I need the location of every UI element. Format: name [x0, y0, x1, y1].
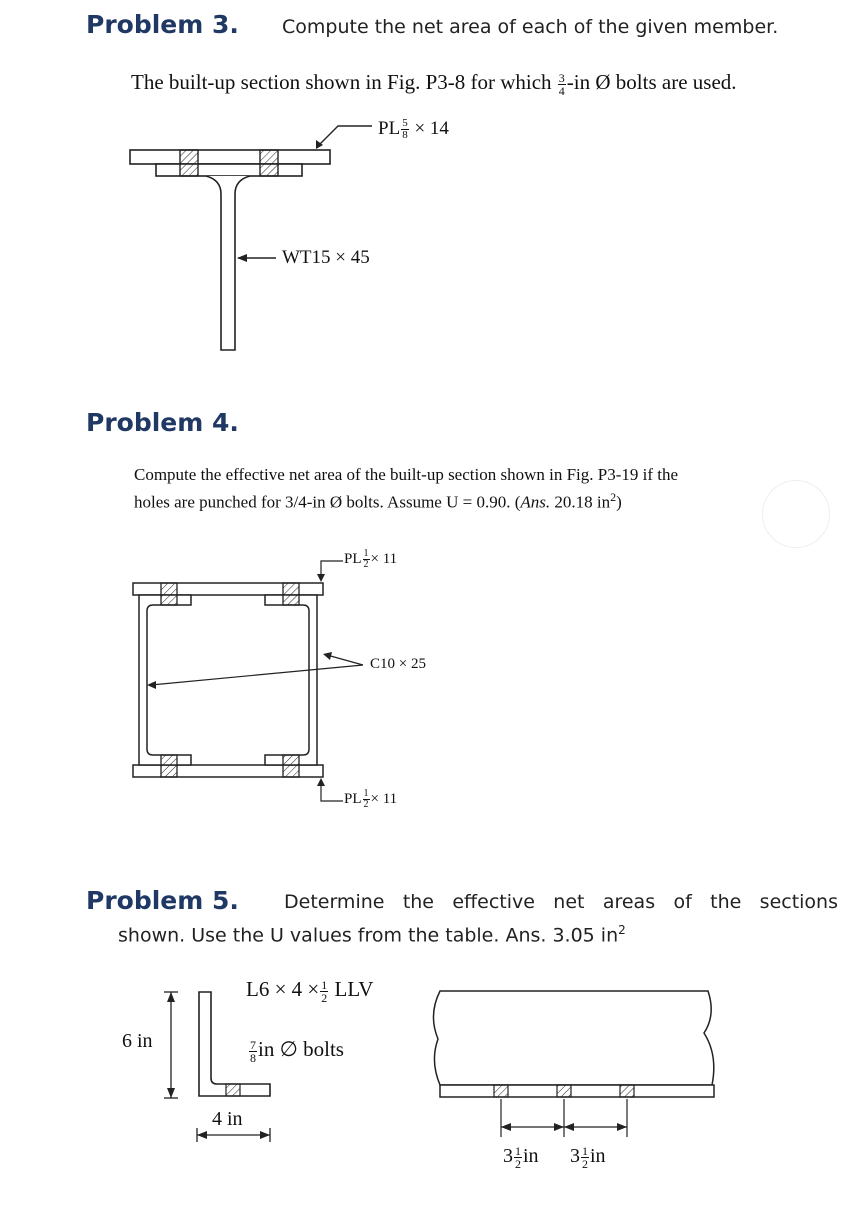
- top-plate: [130, 150, 330, 164]
- stem-arrowhead: [237, 254, 247, 262]
- plate-fraction: $\frac{5}{8}$: [402, 117, 408, 142]
- plate-label: PL $\frac{5}{8}$ × 14: [378, 117, 449, 142]
- channel-leader-left: [151, 665, 363, 685]
- problem-4-statement-line2: holes are punched for 3/4-in Ø bolts. Assume U = 0.90. (Ans. 20.18 $in^2$): [134, 490, 622, 512]
- tee-label: WT15 × 45: [282, 247, 370, 268]
- bolt-size-label: $\frac{7}{8}$ in ∅ bolts: [250, 1037, 344, 1065]
- statement-text-end: -in Ø bolts are used.: [566, 70, 737, 94]
- right-channel: [265, 595, 317, 765]
- left-channel: [139, 595, 191, 765]
- bottom-plate-arrowhead: [317, 778, 325, 786]
- problem-3-statement: [131, 70, 737, 97]
- angle-leg-strip: [440, 1085, 714, 1097]
- angle-bolt-hole: [226, 1084, 240, 1096]
- top-plate-arrowhead: [317, 574, 325, 582]
- problem-3-heading: Problem 3.: [86, 10, 239, 39]
- bolt-diameter-fraction: $\frac{7}{8}$: [250, 1037, 256, 1065]
- bolt-hole-2: [557, 1085, 571, 1097]
- statement-text: The built-up section shown in Fig. P3-8 for which: [131, 70, 557, 94]
- top-plate-label: PL $\frac{1}{2}$ × 11: [344, 548, 398, 570]
- channel-label: C10 × 25: [370, 656, 426, 672]
- bolt-hole-3: [620, 1085, 634, 1097]
- plate-leader: [318, 126, 372, 146]
- bolt-bottom-right: [283, 755, 299, 777]
- channel-arrowhead-right: [323, 652, 332, 660]
- width-label: 4 in: [212, 1108, 243, 1130]
- problem-5-heading: Problem 5.: [86, 886, 239, 915]
- problem-4-heading: Problem 4.: [86, 408, 239, 437]
- tee-stem: [206, 176, 250, 350]
- problem-5-instruction-line2: shown. Use the U values from the table. Ans. 3.05 $in^2$: [118, 923, 626, 947]
- bolt-top-left: [161, 583, 177, 605]
- spacing-label-1: 3 $\frac{1}{2}$ in: [503, 1144, 539, 1171]
- height-label: 6 in: [122, 1030, 153, 1052]
- figure-p3-19: [125, 555, 465, 815]
- channel-leader-right: [327, 655, 363, 665]
- figure-plate-elevation: [428, 975, 728, 1165]
- bolt-top-right: [283, 583, 299, 605]
- top-plate-leader: [321, 561, 343, 579]
- bolt-right: [260, 150, 278, 176]
- bolt-bottom-left: [161, 755, 177, 777]
- spacing-1-fraction: $\frac{1}{2}$: [515, 1144, 521, 1171]
- problem-4-statement-line1: Compute the effective net area of the built-up section shown in Fig. P3-19 if the: [134, 465, 679, 484]
- faint-circle-mark: [762, 480, 830, 548]
- problem-5-instruction: Determine the effective net areas of the sections: [284, 891, 838, 913]
- tee-flange: [156, 164, 302, 176]
- answer-label: Ans.: [520, 492, 551, 512]
- problem-3-instruction: Compute the net area of each of the given member.: [282, 16, 779, 38]
- spacing-label-2: 3 $\frac{1}{2}$ in: [570, 1144, 606, 1171]
- spacing-2-fraction: $\frac{1}{2}$: [582, 1144, 588, 1171]
- angle-designation-label: L6 × 4 × $\frac{1}{2}$ LLV: [246, 977, 374, 1005]
- figure-p3-8: [120, 110, 500, 360]
- bolt-fraction: $\frac{3}{4}$: [558, 70, 565, 98]
- bolt-hole-1: [494, 1085, 508, 1097]
- bottom-plate-label: PL $\frac{1}{2}$ × 11: [344, 788, 398, 810]
- channel-arrowhead-left: [147, 681, 156, 689]
- member-outline: [433, 991, 713, 1085]
- bolt-left: [180, 150, 198, 176]
- angle-thickness-fraction: $\frac{1}{2}$: [321, 977, 328, 1005]
- top-plate-fraction: $\frac{1}{2}$: [363, 548, 369, 570]
- bottom-plate-fraction: $\frac{1}{2}$: [363, 788, 369, 810]
- bottom-plate-leader: [321, 781, 343, 801]
